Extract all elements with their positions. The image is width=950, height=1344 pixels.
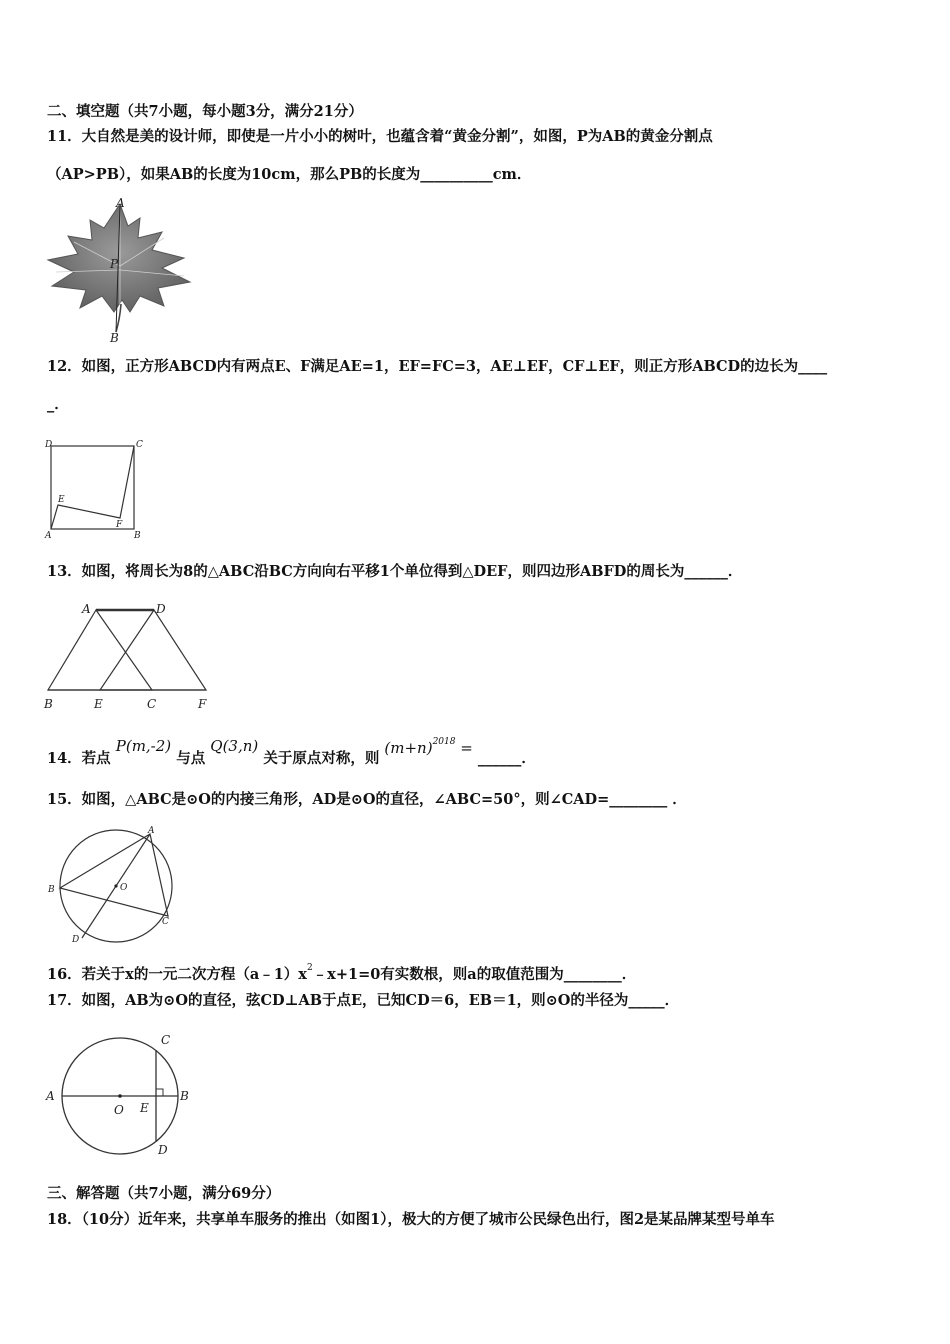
label-b: B (110, 331, 119, 345)
center-o (114, 884, 117, 887)
q14-suffix1: 关于原点对称，则 (263, 750, 380, 767)
question-17-text: 17．如图，AB为⊙O的直径，弦CD⊥AB于点E，已知CD＝6，EB＝1，则⊙O的半径为_____． (47, 992, 680, 1009)
figure-translated-triangles (40, 598, 220, 716)
label-c: C (147, 697, 157, 711)
q16-exponent: 2 (306, 963, 313, 973)
q16-prefix: 16．若关于x的一元二次方程（a﹣1）x (47, 966, 307, 983)
label-b: B (180, 1089, 189, 1103)
figure-square-abcd (42, 438, 148, 542)
q14-prefix: 14．若点 (47, 750, 111, 767)
label-b: B (44, 697, 53, 711)
question-16 (47, 958, 636, 985)
label-b: B (134, 531, 141, 541)
label-o: O (114, 1103, 124, 1117)
label-c: C (136, 440, 143, 450)
label-b: B (48, 885, 55, 895)
question-11-line2: （AP>PB），如果AB的长度为10cm，那么PB的长度为__________cm． (47, 166, 532, 183)
q14-middle: 与点 (176, 750, 206, 767)
center-o (118, 1094, 122, 1098)
triangle-abc (48, 610, 152, 690)
label-c: C (162, 917, 169, 927)
figure-circle-chord (42, 1030, 198, 1160)
label-f: F (116, 520, 123, 530)
figure-circle-inscribed-triangle (44, 822, 178, 946)
label-d: D (45, 440, 53, 450)
label-o: O (120, 883, 128, 893)
question-15-text: 15．如图，△ABC是⊙O的内接三角形，AD是⊙O的直径，∠ABC=50°，则∠CAD=________ ． (47, 791, 687, 808)
label-a: A (45, 531, 52, 541)
triangle-def (100, 610, 206, 690)
label-f: F (198, 697, 207, 711)
q14-point-q: Q(3,n) (210, 737, 259, 755)
q14-expr (384, 739, 472, 757)
q14-point-p: P(m,-2) (115, 737, 172, 755)
q14-exponent: 2018 (432, 737, 456, 747)
label-e: E (94, 697, 103, 711)
q14-answer-blank: ______． (477, 750, 536, 767)
q14-expr-base: (m+n) (384, 739, 433, 757)
label-a: A (148, 826, 155, 836)
figure-leaf (44, 196, 194, 346)
label-d: D (158, 1143, 168, 1157)
section-header-fill-blank: 二、填空题（共7小题，每小题3分，满分21分） (47, 103, 363, 120)
label-d: D (72, 935, 80, 945)
question-13-text: 13．如图，将周长为8的△ABC沿BC方向向右平移1个单位得到△DEF，则四边形ABFD的周长为______． (47, 563, 743, 580)
label-a: A (46, 1089, 55, 1103)
label-p: P (110, 257, 119, 271)
label-e: E (140, 1101, 149, 1115)
label-d: D (156, 602, 166, 616)
question-12-line1: 12．如图，正方形ABCD内有两点E、F满足AE=1，EF=FC=3，AE⊥EF，CF⊥EF，则正方形ABCD的边长为____ (47, 358, 828, 375)
right-angle-mark (156, 1089, 163, 1096)
label-e: E (58, 495, 65, 505)
question-18-text: 18．（10分）近年来，共享单车服务的推出（如图1），极大的方便了城市公民绿色出行，图2是某品牌某型号单车 (47, 1211, 775, 1228)
label-a: A (116, 196, 125, 210)
q14-equals: = (455, 739, 473, 757)
leaf-shape (48, 204, 190, 312)
q16-suffix: ﹣x+1=0有实数根，则a的取值范围为________． (312, 966, 637, 983)
question-12-line2: _． (47, 396, 69, 413)
path-aefc (51, 446, 134, 529)
question-11-line1: 11．大自然是美的设计师，即使是一片小小的树叶，也蕴含着“黄金分割”，如图，P为AB的黄金分割点 (47, 128, 713, 145)
label-c: C (161, 1033, 171, 1047)
section-header-answer: 三、解答题（共7小题，满分69分） (47, 1185, 281, 1202)
label-a: A (82, 602, 91, 616)
question-14 (47, 737, 536, 769)
